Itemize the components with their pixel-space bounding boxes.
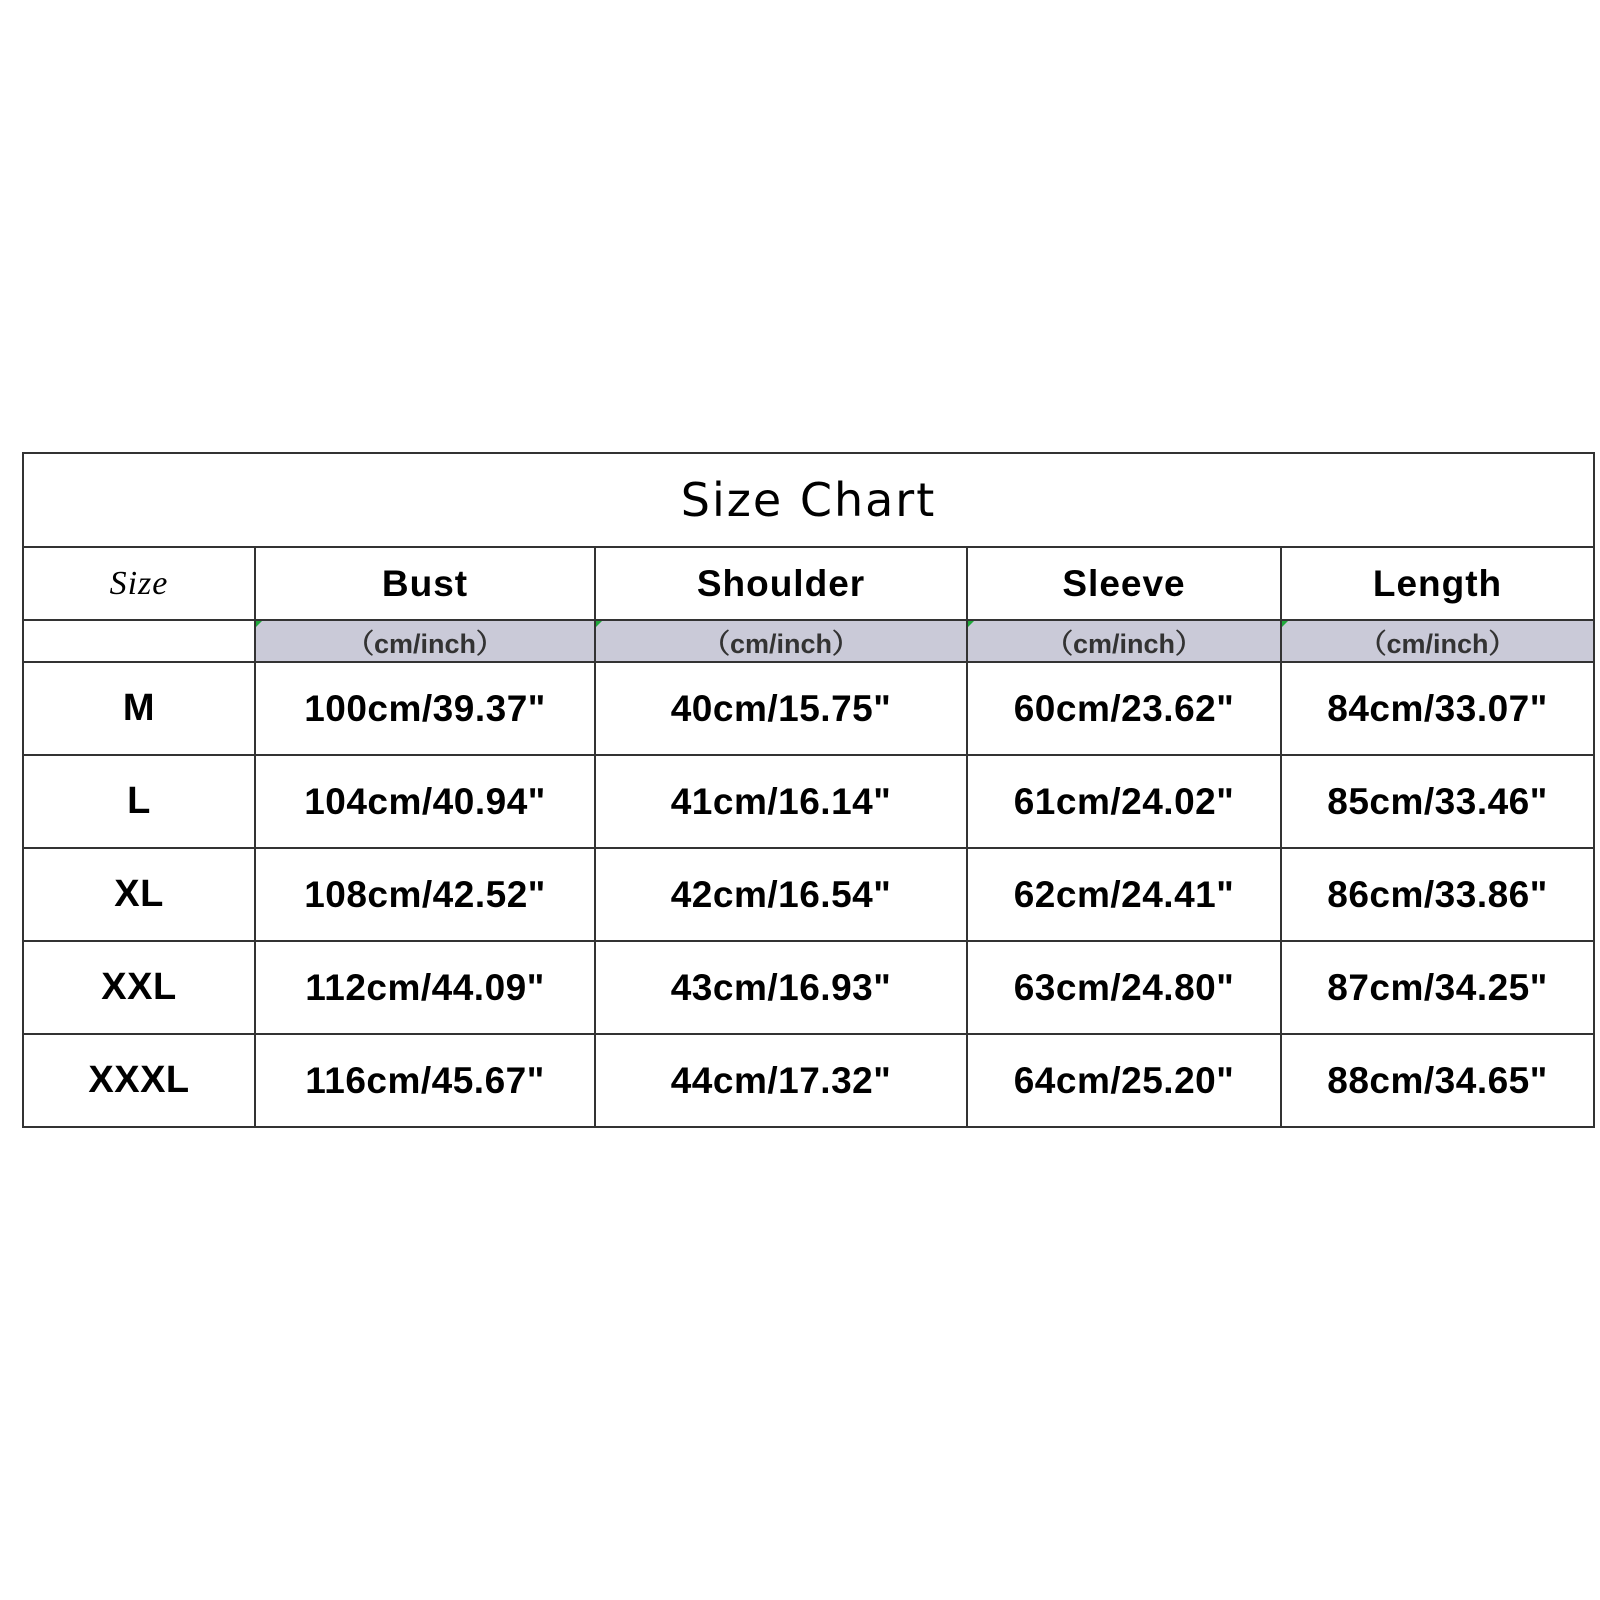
table-row: [23, 848, 1594, 941]
table-row: [23, 1034, 1594, 1127]
sleeve-cell: 63cm/24.80": [967, 941, 1281, 1034]
table-row: [23, 662, 1594, 755]
bust-cell: 108cm/42.52": [255, 848, 595, 941]
unit-cell-empty: [23, 620, 255, 662]
length-cell: 85cm/33.46": [1281, 755, 1594, 848]
shoulder-cell: 43cm/16.93": [595, 941, 967, 1034]
table-row: [23, 941, 1594, 1034]
bust-cell: 112cm/44.09": [255, 941, 595, 1034]
title-row: [23, 453, 1594, 547]
length-cell: 87cm/34.25": [1281, 941, 1594, 1034]
unit-label-bust: （cm/inch）: [255, 620, 595, 662]
size-cell: XXL: [23, 941, 255, 1034]
length-cell: 86cm/33.86": [1281, 848, 1594, 941]
length-cell: 84cm/33.07": [1281, 662, 1594, 755]
table-row: [23, 755, 1594, 848]
unit-label-length: （cm/inch）: [1281, 620, 1594, 662]
shoulder-cell: 44cm/17.32": [595, 1034, 967, 1127]
size-cell: XL: [23, 848, 255, 941]
size-cell: XXXL: [23, 1034, 255, 1127]
shoulder-cell: 41cm/16.14": [595, 755, 967, 848]
size-chart-table: [22, 452, 1595, 1128]
unit-label-shoulder: （cm/inch）: [595, 620, 967, 662]
header-length: Length: [1281, 547, 1594, 620]
bust-cell: 100cm/39.37": [255, 662, 595, 755]
sleeve-cell: 62cm/24.41": [967, 848, 1281, 941]
header-sleeve: Sleeve: [967, 547, 1281, 620]
shoulder-cell: 40cm/15.75": [595, 662, 967, 755]
chart-title: Size Chart: [23, 453, 1594, 547]
length-cell: 88cm/34.65": [1281, 1034, 1594, 1127]
sleeve-cell: 61cm/24.02": [967, 755, 1281, 848]
size-cell: M: [23, 662, 255, 755]
header-size: Size: [23, 547, 255, 620]
sleeve-cell: 64cm/25.20": [967, 1034, 1281, 1127]
shoulder-cell: 42cm/16.54": [595, 848, 967, 941]
header-shoulder: Shoulder: [595, 547, 967, 620]
bust-cell: 104cm/40.94": [255, 755, 595, 848]
sleeve-cell: 60cm/23.62": [967, 662, 1281, 755]
size-cell: L: [23, 755, 255, 848]
header-row: [23, 547, 1594, 620]
unit-label-sleeve: （cm/inch）: [967, 620, 1281, 662]
bust-cell: 116cm/45.67": [255, 1034, 595, 1127]
header-bust: Bust: [255, 547, 595, 620]
unit-row: [23, 620, 1594, 662]
